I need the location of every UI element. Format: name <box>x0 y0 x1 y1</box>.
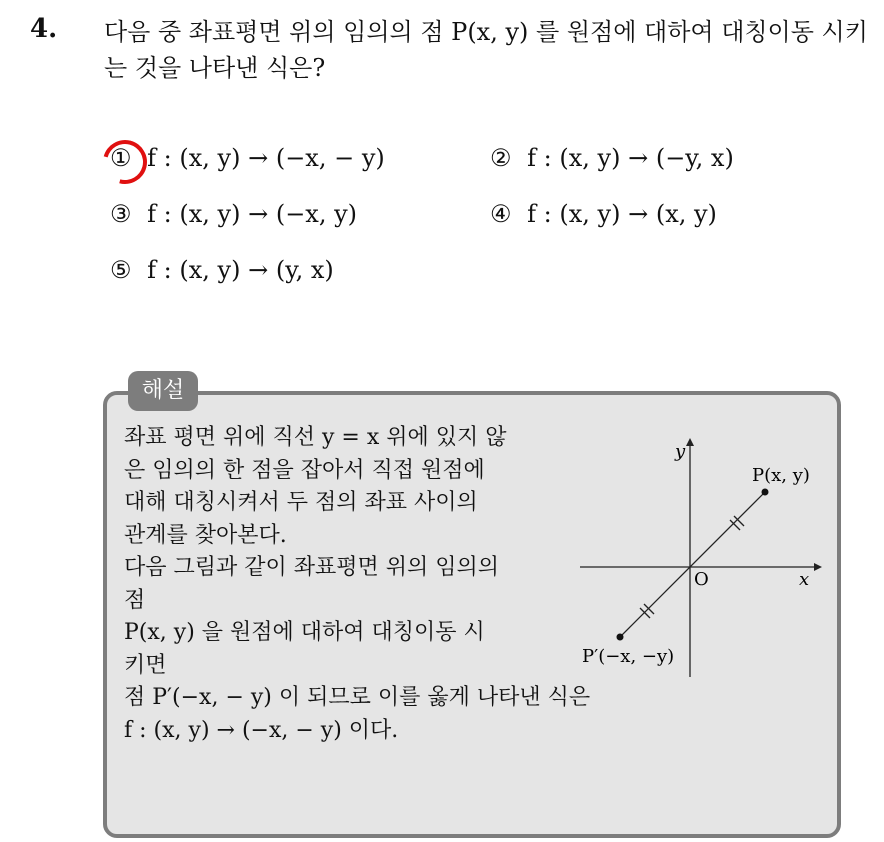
equal-tick-lower <box>640 604 654 618</box>
explanation-line: 점 P′(−x, − y) 이 되므로 이를 옳게 나타낸 식은 <box>124 685 591 710</box>
choice-label: ⑤ <box>110 256 132 284</box>
choice-5[interactable] <box>110 256 334 284</box>
explanation-line: P(x, y) 을 원점에 대하여 대칭이동 시 <box>124 620 485 645</box>
choice-text: f : (x, y) → (x, y) <box>527 200 717 228</box>
explanation-line: f : (x, y) → (−x, − y) 이다. <box>124 717 399 743</box>
y-axis-label: y <box>675 441 686 462</box>
x-axis-arrow <box>814 563 822 571</box>
equal-tick-upper <box>730 516 744 530</box>
x-axis-label: x <box>799 569 810 590</box>
choice-label: ② <box>490 144 512 172</box>
y-axis-arrow <box>686 438 694 446</box>
choice-text: f : (x, y) → (−y, x) <box>527 144 734 172</box>
explanation-line: 대해 대칭시켜서 두 점의 좌표 사이의 <box>124 490 478 515</box>
explanation-line: 관계를 찾아본다. <box>124 522 287 548</box>
question-number: 4. <box>30 14 58 44</box>
choice-text: f : (x, y) → (y, x) <box>147 256 334 284</box>
point-p-prime <box>617 634 624 641</box>
explanation-line: 좌표 평면 위에 직선 y = x 위에 있지 않 <box>124 425 507 450</box>
explanation-tag: 해설 <box>128 371 198 411</box>
symmetry-diagram <box>570 432 830 682</box>
choice-4[interactable] <box>490 200 717 228</box>
explanation-line: 은 임의의 한 점을 잡아서 직접 원점에 <box>124 457 485 483</box>
explanation-line: 키면 <box>124 652 167 678</box>
explanation-line: 점 <box>124 587 146 613</box>
point-p-prime-label: P′(−x, −y) <box>582 646 675 667</box>
choice-1[interactable] <box>110 144 385 172</box>
choice-2[interactable] <box>490 144 734 172</box>
choice-label: ① <box>110 144 132 172</box>
choice-label: ④ <box>490 200 512 228</box>
choice-text: f : (x, y) → (−x, y) <box>147 200 358 228</box>
origin-label: O <box>694 569 709 590</box>
choice-text: f : (x, y) → (−x, − y) <box>147 144 385 172</box>
question-text: 다음 중 좌표평면 위의 임의의 점 P(x, y) 를 원점에 대하여 대칭이동 시키는 것을 나타낸 식은? <box>104 18 868 82</box>
choice-3[interactable] <box>110 200 357 228</box>
explanation-line: 다음 그림과 같이 좌표평면 위의 임의의 <box>124 555 499 580</box>
point-p-label: P(x, y) <box>752 465 810 486</box>
point-p <box>762 489 769 496</box>
choice-label: ③ <box>110 200 132 228</box>
segment-pp-prime <box>620 492 765 637</box>
